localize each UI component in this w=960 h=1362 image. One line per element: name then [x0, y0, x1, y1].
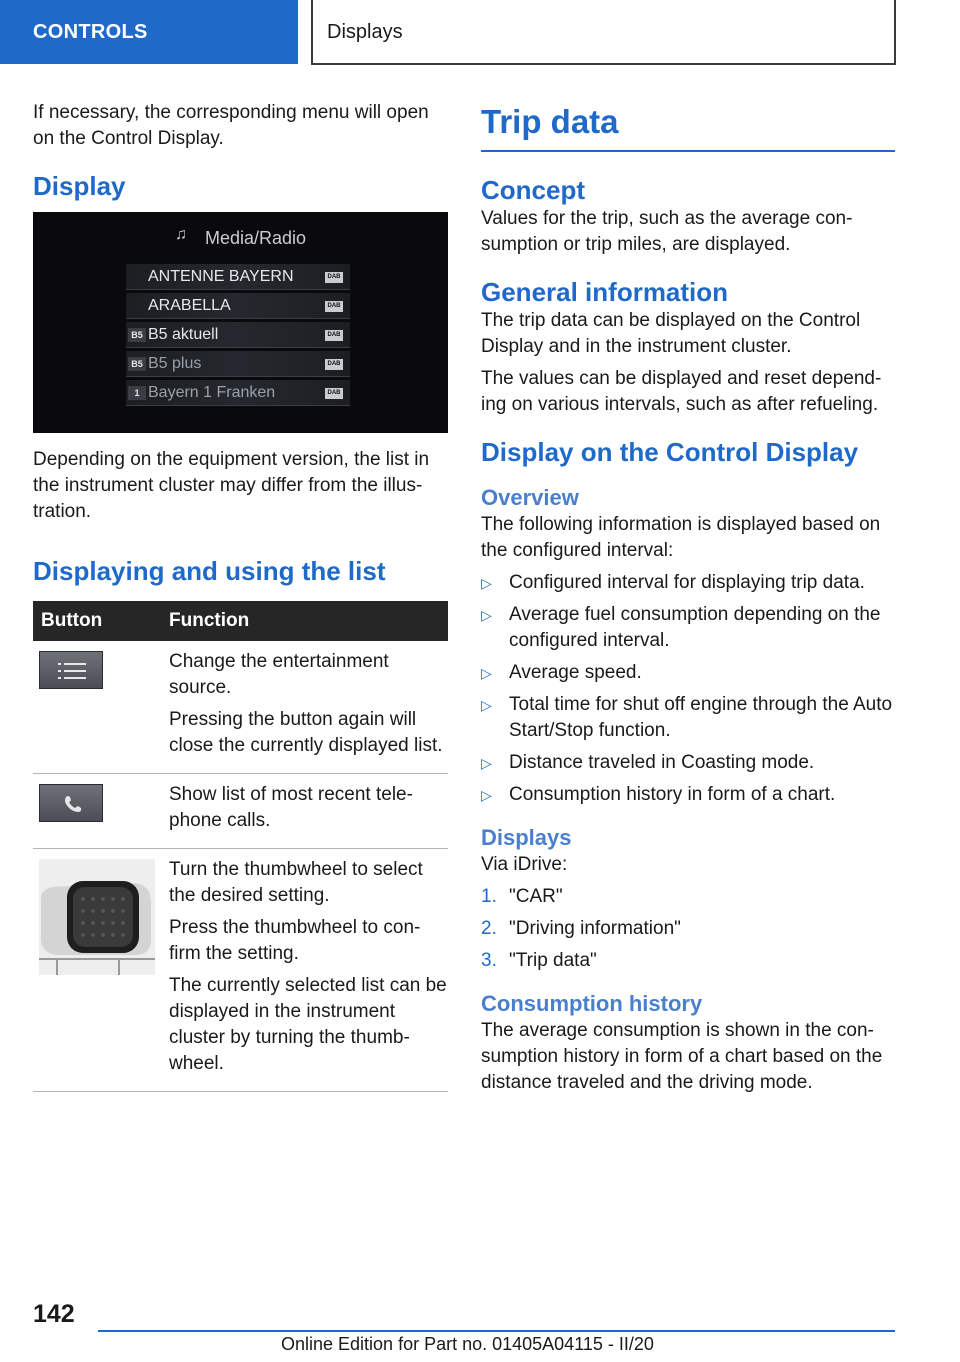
general-text: The values can be displayed and reset depend-ing on various intervals, such as after refueling.: [481, 368, 882, 415]
displays-steps: [481, 884, 895, 974]
right-column: [481, 100, 895, 1102]
control-display-heading: Display on the Control Display: [481, 437, 859, 467]
footer-divider: [98, 1330, 895, 1332]
thumbwheel-icon: [39, 859, 155, 975]
table-row: [33, 641, 448, 774]
display-heading: Display: [33, 171, 126, 201]
list-item: ▷ Consumption history in form of a chart.: [481, 782, 895, 808]
intro-text: If necessary, the corresponding menu will open on the Control Display.: [33, 102, 429, 149]
triangle-bullet-icon: ▷: [481, 575, 492, 591]
triangle-bullet-icon: ▷: [481, 665, 492, 681]
edition-text: Online Edition for Part no. 01405A04115 - II/20: [281, 1334, 654, 1354]
function-text: Show list of most recent tele-phone calls.: [169, 784, 413, 831]
list-item: ▷ Average speed.: [481, 660, 895, 686]
station-logo: B5: [128, 357, 146, 371]
dab-badge: DAB: [325, 330, 343, 341]
concept-heading: Concept: [481, 175, 585, 205]
function-text: The currently selected list can be displayed in the instrument cluster by turning the thumb-wheel.: [169, 975, 447, 1074]
triangle-bullet-icon: ▷: [481, 607, 492, 623]
dab-badge: DAB: [325, 301, 343, 312]
page-number: 142: [33, 1300, 75, 1328]
screen-row: B5 plus: [126, 351, 350, 377]
dab-badge: DAB: [325, 272, 343, 283]
screen-row: Bayern 1 Franken: [126, 380, 350, 406]
history-text: The average consumption is shown in the con-sumption history in form of a chart based on the distance traveled and the driving mode.: [481, 1020, 883, 1093]
station-logo: 1: [128, 386, 146, 400]
dab-badge: DAB: [325, 388, 343, 399]
displays-heading: Displays: [481, 825, 572, 850]
screen-row: ARABELLA: [126, 293, 350, 319]
list-item: 2. "Driving information": [481, 918, 681, 939]
left-column: [33, 100, 448, 1092]
function-text: Pressing the button again will close the currently displayed list.: [169, 709, 443, 756]
media-icon: ♫: [175, 226, 187, 243]
list-heading: Displaying and using the list: [33, 556, 386, 586]
chapter-title: Displays: [311, 0, 896, 65]
overview-list: [481, 570, 895, 808]
list-item: 1. "CAR": [481, 886, 563, 907]
trip-data-title: Trip data: [481, 100, 895, 152]
col-function-header: Function: [161, 601, 448, 641]
media-radio-screenshot: [33, 212, 448, 433]
col-button-header: Button: [33, 601, 161, 641]
triangle-bullet-icon: ▷: [481, 787, 492, 803]
screen-title: Media/Radio: [205, 228, 307, 248]
table-row: [33, 849, 448, 1092]
list-item: ▷ Average fuel consumption depending on the configured interval.: [481, 604, 881, 651]
function-text: Press the thumbwheel to con-firm the setting.: [169, 917, 421, 964]
triangle-bullet-icon: ▷: [481, 697, 492, 713]
overview-text: The following information is displayed based on the configured interval:: [481, 514, 881, 561]
display-note: Depending on the equipment version, the list in the instrument cluster may differ from the illus-tration.: [33, 449, 430, 522]
function-text: Change the entertainment source.: [169, 651, 389, 698]
function-text: Turn the thumbwheel to select the desired setting.: [169, 859, 423, 906]
general-heading: General information: [481, 277, 729, 307]
list-icon: [39, 651, 103, 689]
displays-text: Via iDrive:: [481, 854, 568, 875]
list-item: ▷ Configured interval for displaying trip data.: [481, 570, 895, 596]
concept-text: Values for the trip, such as the average con-sumption or trip miles, are displayed.: [481, 208, 853, 255]
list-item: ▷ Total time for shut off engine through the Auto Start/Stop function.: [481, 694, 893, 741]
station-logo: B5: [128, 328, 146, 342]
dab-badge: DAB: [325, 359, 343, 370]
section-tab: CONTROLS: [0, 0, 298, 64]
history-heading: Consumption history: [481, 991, 703, 1016]
table-row: [33, 774, 448, 849]
list-item: 3. "Trip data": [481, 950, 597, 971]
phone-icon: [39, 784, 103, 822]
overview-heading: Overview: [481, 485, 579, 510]
screen-row: ANTENNE BAYERN: [126, 264, 350, 290]
list-item: ▷ Distance traveled in Coasting mode.: [481, 750, 895, 776]
button-function-table: [33, 601, 448, 1092]
triangle-bullet-icon: ▷: [481, 755, 492, 771]
screen-row: B5 aktuell: [126, 322, 350, 348]
general-text: The trip data can be displayed on the Control Display and in the instrument cluster.: [481, 310, 861, 357]
